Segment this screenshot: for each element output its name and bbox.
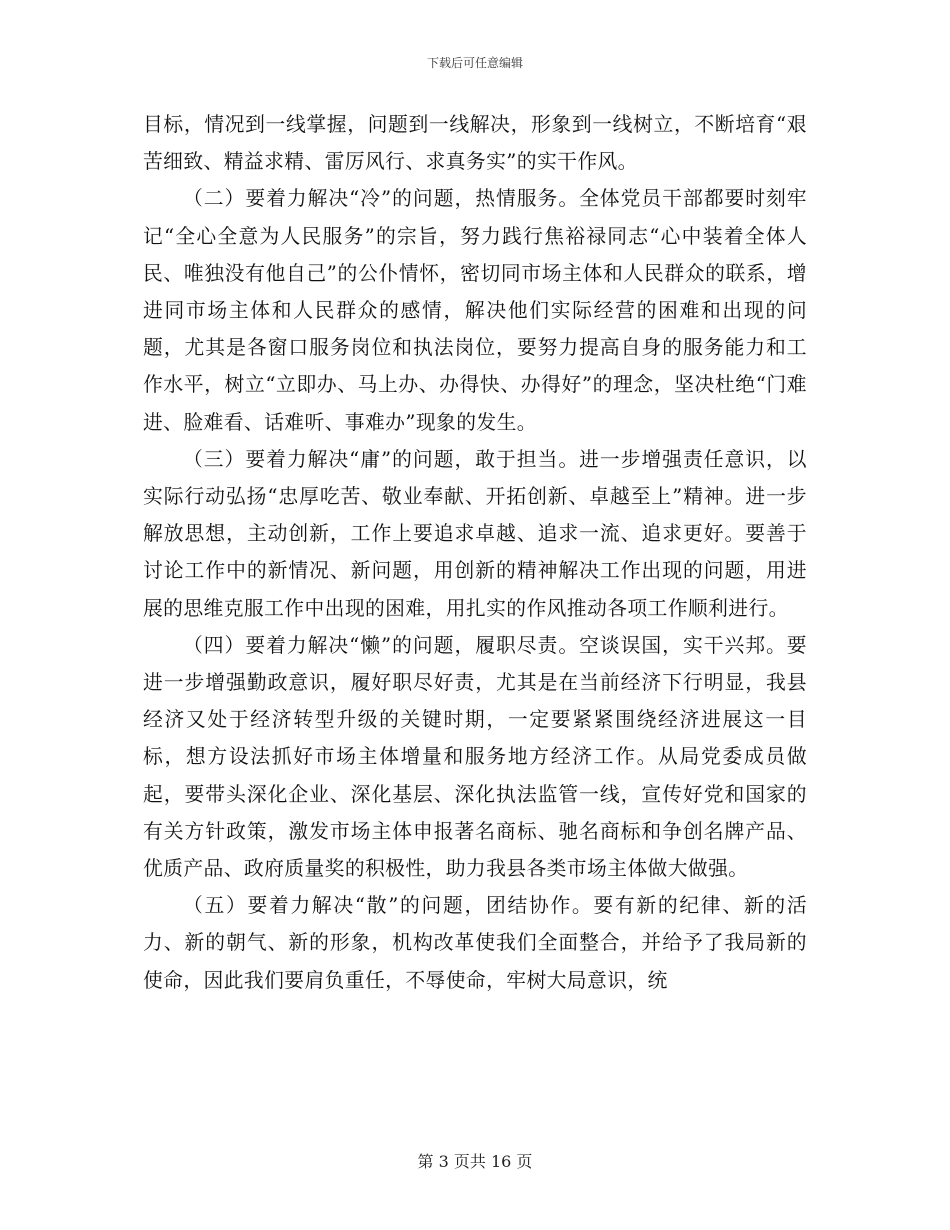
page-header-note: 下载后可任意编辑 bbox=[426, 56, 523, 70]
paragraph-4: （四）要着力解决“懒”的问题，履职尽责。空谈误国，实干兴邦。要进一步增强勤政意识，履好职尽好责，尤其是在当前经济下行明显，我县经济又处于经济转型升级的关键时期，一定要紧紧围绕经济进展这一目标，想方设法抓好市场主体增量和服务地方经济工作。从局党委成员做起，要带头深化企业、深化基层、深化执法监管一线，宣传好党和国家的有关方针政策，激发市场主体申报著名商标、驰名商标和争创名牌产品、优质产品、政府质量奖的积极性，助力我县各类市场主体做大做强。 bbox=[143, 633, 807, 881]
paragraph-1: 目标，情况到一线掌握，问题到一线解决，形象到一线树立，不断培育“艰苦细致、精益求精、雷厉风行、求真务实”的实干作风。 bbox=[143, 113, 807, 174]
paragraph-3: （三）要着力解决“庸”的问题，敢于担当。进一步增强责任意识，以实际行动弘扬“忠厚吃苦、敬业奉献、开拓创新、卓越至上”精神。进一步解放思想，主动创新，工作上要追求卓越、追求一流、追求更好。要善于讨论工作中的新情况、新问题，用创新的精神解决工作出现的问题，用进展的思维克服工作中出现的困难，用扎实的作风推动各项工作顺利进行。 bbox=[143, 447, 807, 620]
page-footer-number: 第 3 页共 16 页 bbox=[417, 1152, 533, 1171]
document-body bbox=[143, 106, 807, 999]
paragraph-2: （二）要着力解决“冷”的问题，热情服务。全体党员干部都要时刻牢记“全心全意为人民服务”的宗旨，努力践行焦裕禄同志“心中装着全体人民、唯独没有他自己”的公仆情怀，密切同市场主体和人民群众的联系，增进同市场主体和人民群众的感情，解决他们实际经营的困难和出现的问题，尤其是各窗口服务岗位和执法岗位，要努力提高自身的服务能力和工作水平，树立“立即办、马上办、办得快、办得好”的理念，坚决杜绝“门难进、脸难看、话难听、事难办”现象的发生。 bbox=[143, 187, 807, 434]
paragraph-5: （五）要着力解决“散”的问题，团结协作。要有新的纪律、新的活力、新的朝气、新的形象，机构改革使我们全面整合，并给予了我局新的使命，因此我们要肩负重任，不辱使命，牢树大局意识，统 bbox=[143, 894, 807, 992]
